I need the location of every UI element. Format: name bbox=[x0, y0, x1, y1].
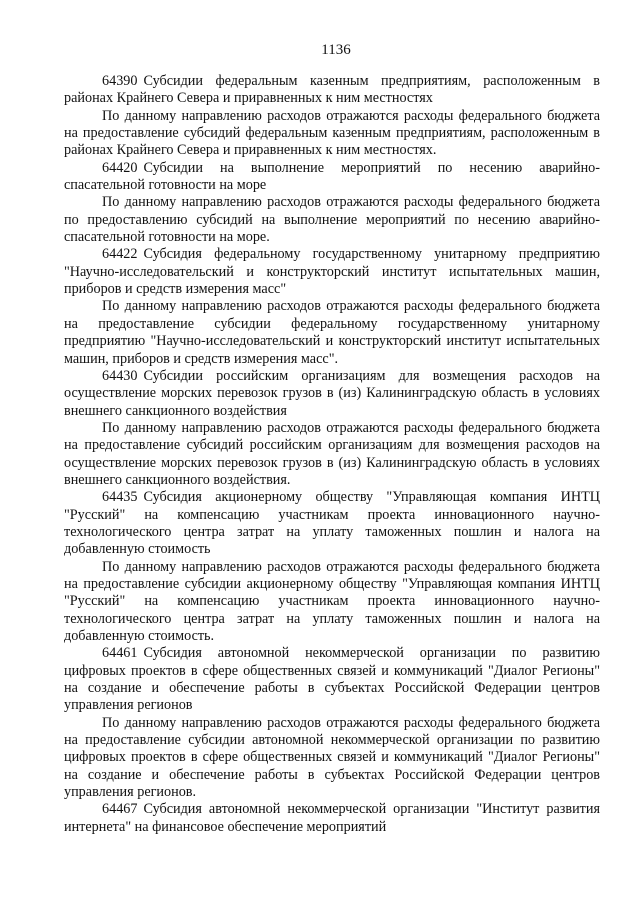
entry-description: По данному направлению расходов отражаются расходы федерального бюджета на предоставление субсидии автономной некоммерческой организации по развитию цифровых проектов в сфере общественных связей и коммуникаций "Диалог Регионы" на создание и обеспечение работы в субъектах Российской Федерации центров управления регионов. bbox=[64, 714, 600, 801]
entry-title: Субсидии федеральным казенным предприятиям, расположенным в районах Крайнего Севера и приравненных к ним местностях bbox=[64, 73, 600, 107]
entry-description: По данному направлению расходов отражаются расходы федерального бюджета по предоставлению субсидий на выполнение мероприятий по несению аварийно-спасательной готовности на море. bbox=[64, 194, 600, 246]
entry-description: По данному направлению расходов отражаются расходы федерального бюджета на предоставление субсидий российским организациям для возмещения расходов на осуществление морских перевозок грузов в (из) Калининградскую область в условиях внешнего санкционного воздействия. bbox=[64, 419, 600, 488]
entry-title: Субсидии российским организациям для возмещения расходов на осуществление морских перевозок грузов в (из) Калининградскую область в условиях внешнего санкционного воздействия bbox=[64, 367, 600, 419]
entry-description: По данному направлению расходов отражаются расходы федерального бюджета на предоставление субсидии акционерному обществу "Управляющая компания ИНТЦ "Русский" на компенсацию участникам проекта инновационного научно-технологического центра затрат на уплату таможенных пошлин и налога на добавленную стоимость. bbox=[64, 558, 600, 644]
entry-code: 64390 bbox=[102, 73, 138, 89]
entry-code: 64420 bbox=[102, 159, 138, 176]
entry-code: 64430 bbox=[102, 367, 138, 384]
budget-entry-64467 bbox=[64, 801, 600, 836]
entry-code: 64461 bbox=[102, 645, 138, 662]
entry-title: Субсидия акционерному обществу "Управляющая компания ИНТЦ "Русский" на компенсацию участникам проекта инновационного научно-технологического центра затрат на уплату таможенных пошлин и налога на добавленную стоимость bbox=[64, 489, 600, 558]
entry-heading bbox=[64, 801, 600, 836]
entry-title: Субсидия федеральному государственному унитарному предприятию "Научно-исследовательский и конструкторский институт испытательных машин, приборов и средств измерения масс" bbox=[64, 246, 600, 298]
budget-entry-64420 bbox=[64, 160, 600, 247]
entry-code: 64422 bbox=[102, 246, 138, 263]
page-number: 1136 bbox=[321, 42, 351, 58]
entry-heading bbox=[64, 160, 600, 195]
budget-entry-64461 bbox=[64, 645, 600, 801]
entry-heading bbox=[64, 489, 600, 558]
entry-description: По данному направлению расходов отражаются расходы федерального бюджета на предоставление субсидии федеральному государственному унитарному предприятию "Научно-исследовательский и конструкторский институт испытательных машин, приборов и средств измерения масс". bbox=[64, 298, 600, 367]
entry-title: Субсидия автономной некоммерческой организации по развитию цифровых проектов в сфере общественных связей и коммуникаций "Диалог Регионы" на создание и обеспечение работы в субъектах Российской Федерации центров управления регионов bbox=[64, 645, 600, 714]
entry-heading bbox=[64, 645, 600, 714]
budget-entry-64422 bbox=[64, 246, 600, 367]
budget-entry-64435 bbox=[64, 489, 600, 645]
entry-title: Субсидии на выполнение мероприятий по несению аварийно-спасательной готовности на море bbox=[64, 159, 600, 194]
entry-heading bbox=[64, 246, 600, 298]
entry-code: 64435 bbox=[102, 489, 138, 506]
budget-entry-64430 bbox=[64, 368, 600, 489]
entry-heading bbox=[64, 73, 600, 108]
entry-description: По данному направлению расходов отражаются расходы федерального бюджета на предоставление субсидий федеральным казенным предприятиям, расположенным в районах Крайнего Севера и приравненных к ним местностях. bbox=[64, 107, 600, 159]
entry-title: Субсидия автономной некоммерческой организации "Институт развития интернета" на финансовое обеспечение мероприятий bbox=[64, 801, 600, 835]
budget-entry-64390 bbox=[64, 73, 600, 160]
entry-heading bbox=[64, 368, 600, 420]
entry-code: 64467 bbox=[102, 801, 138, 818]
